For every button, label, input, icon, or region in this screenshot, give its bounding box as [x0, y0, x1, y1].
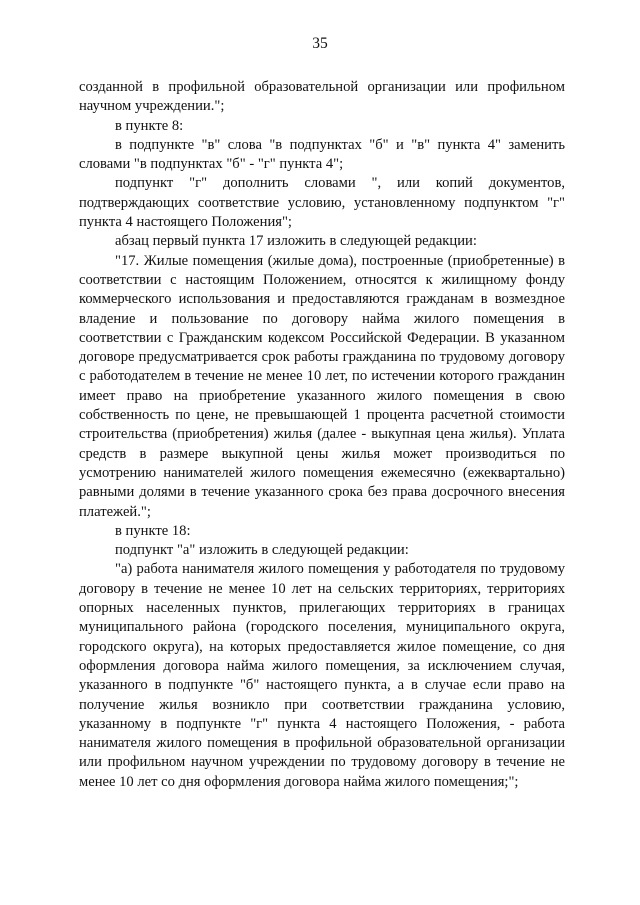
document-body	[79, 78, 565, 792]
paragraph-subpoint-a-text: "а) работа нанимателя жилого помещения у работодателя по трудовому договору в течение не менее 10 лет на сельских территориях, территориях опорных населенных пунктов, прилегающих территориях в границах муниципального района (городского поселения, муниципального округа, городского округа), на которых предоставляется жилое помещение, со дня оформления договора найма жилого помещения, за исключением случая, указанного в подпункте "б" настоящего пункта, а в случае если право на получение жилья возникло при соответствии гражданина условию, указанному в подпункте "г" пункта 4 настоящего Положения, - работа нанимателя жилого помещения в профильной образовательной организации или профильном научном учреждении по трудовому договору в течение не менее 10 лет со дня оформления договора найма жилого помещения;";	[79, 561, 565, 790]
paragraph-subpoint-a-intro: подпункт "а" изложить в следующей редакции:	[115, 542, 409, 559]
paragraph-point-17-text: "17. Жилые помещения (жилые дома), построенные (приобретенные) в соответствии с настоящим Положением, относятся к жилищному фонду коммерческого использования и предоставляются гражданам в возмездное владение и пользование по договору найма жилого помещения в соответствии с Гражданским кодексом Российской Федерации. В указанном договоре предусматривается срок работы гражданина по трудовому договору с работодателем в течение не менее 10 лет, по истечении которого гражданин имеет право на приобретение указанного жилого помещения в свою собственность по цене, не превышающей 1 процента расчетной стоимости строительства (приобретения) жилья (далее - выкупная цена жилья). Уплата средств в размере выкупной цены жилья может производиться по усмотрению нанимателей жилого помещения ежемесячно (ежеквартально) равными долями в течение указанного срока без права досрочного внесения платежей.";	[79, 252, 565, 520]
paragraph-subpoint-g: подпункт "г" дополнить словами ", или копий документов, подтверждающих соответствие условию, установленному подпунктом "г" пункта 4 настоящего Положения";	[79, 175, 565, 231]
paragraph-point-8-heading: в пункте 8:	[115, 117, 184, 134]
paragraph-point-18-heading: в пункте 18:	[115, 522, 191, 539]
paragraph-subpoint-v: в подпункте "в" слова "в подпунктах "б" и "в" пункта 4" заменить словами "в подпунктах "б" - "г" пункта 4";	[79, 136, 565, 173]
page-number: 35	[312, 35, 328, 52]
paragraph-continuation: созданной в профильной образовательной организации или профильном научном учреждении.";	[79, 79, 565, 115]
paragraph-point-17-intro: абзац первый пункта 17 изложить в следующей редакции:	[115, 233, 477, 250]
